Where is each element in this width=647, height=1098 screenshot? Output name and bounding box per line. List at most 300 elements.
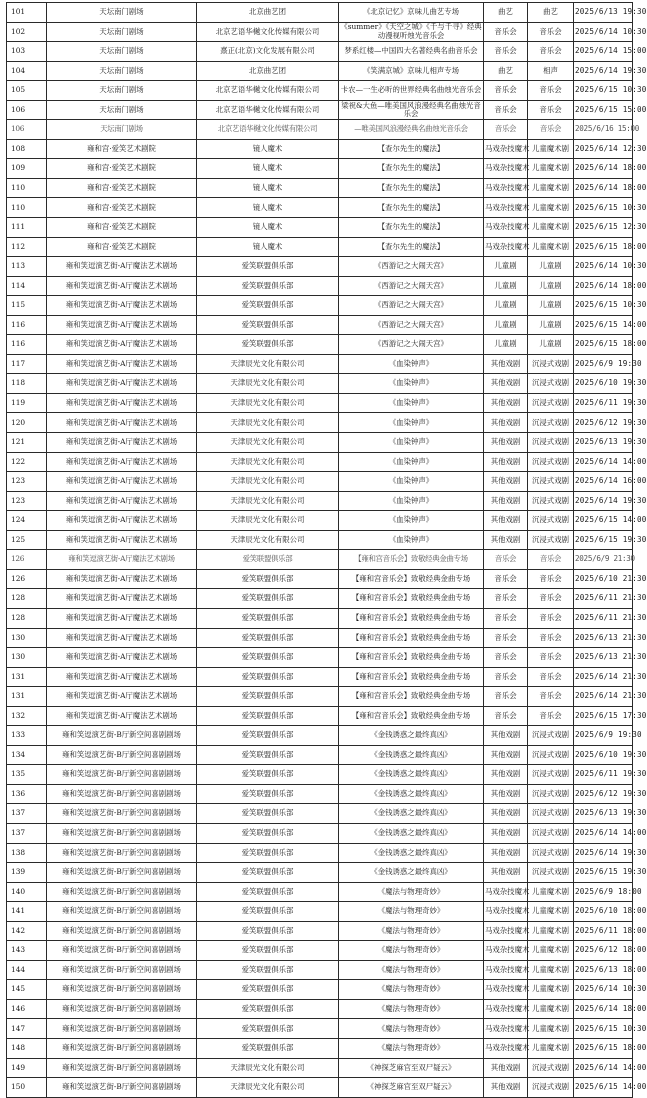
table-row xyxy=(7,218,633,238)
subcategory-cell: 音乐会 xyxy=(528,608,574,628)
venue-cell: 雍和笑逗演艺街-A厅魔法艺术剧场 xyxy=(47,608,197,628)
datetime-cell: 2025/6/9 19:30 xyxy=(574,354,633,374)
category-cell: 其他戏剧 xyxy=(484,354,528,374)
table-row xyxy=(7,159,633,179)
category-cell: 马戏杂技魔术 xyxy=(484,178,528,198)
datetime-cell: 2025/6/14 21:30 xyxy=(574,687,633,707)
datetime-cell: 2025/6/10 18:00 xyxy=(574,902,633,922)
organizer-cell: 爱笑联盟俱乐部 xyxy=(197,687,339,707)
table-row xyxy=(7,980,633,1000)
organizer-cell: 爱笑联盟俱乐部 xyxy=(197,902,339,922)
row-number: 141 xyxy=(7,902,47,922)
row-number: 142 xyxy=(7,921,47,941)
subcategory-cell: 儿童魔术剧 xyxy=(528,237,574,257)
category-cell: 马戏杂技魔术 xyxy=(484,1019,528,1039)
venue-cell: 雍和笑逗演艺街-A厅魔法艺术剧场 xyxy=(47,648,197,668)
table-row xyxy=(7,452,633,472)
datetime-cell: 2025/6/16 15:00 xyxy=(574,120,633,140)
category-cell: 音乐会 xyxy=(484,569,528,589)
table-row xyxy=(7,1019,633,1039)
title-cell: 【雍和宫音乐会】致敬经典金曲专场 xyxy=(339,706,484,726)
row-number: 135 xyxy=(7,765,47,785)
organizer-cell: 镜人魔术 xyxy=(197,178,339,198)
organizer-cell: 爱笑联盟俱乐部 xyxy=(197,608,339,628)
venue-cell: 雍和笑逗演艺街-B厅新空间喜剧剧场 xyxy=(47,804,197,824)
table-row xyxy=(7,941,633,961)
venue-cell: 雍和宫·爱笑艺术剧院 xyxy=(47,139,197,159)
datetime-cell: 2025/6/14 21:30 xyxy=(574,667,633,687)
title-cell: 《西游记之大闹天宫》 xyxy=(339,276,484,296)
row-number: 130 xyxy=(7,648,47,668)
row-number: 133 xyxy=(7,726,47,746)
subcategory-cell: 音乐会 xyxy=(528,628,574,648)
category-cell: 音乐会 xyxy=(484,608,528,628)
datetime-cell: 2025/6/10 19:30 xyxy=(574,374,633,394)
table-row xyxy=(7,765,633,785)
row-number: 132 xyxy=(7,706,47,726)
venue-cell: 雍和笑逗演艺街-B厅新空间喜剧剧场 xyxy=(47,843,197,863)
category-cell: 其他戏剧 xyxy=(484,1078,528,1098)
title-cell: 《金钱诱惑之最终真凶》 xyxy=(339,784,484,804)
table-row xyxy=(7,178,633,198)
table-row xyxy=(7,999,633,1019)
datetime-cell: 2025/6/14 10:30 xyxy=(574,980,633,1000)
table-row xyxy=(7,237,633,257)
category-cell: 其他戏剧 xyxy=(484,511,528,531)
table-row xyxy=(7,433,633,453)
table-row xyxy=(7,823,633,843)
category-cell: 其他戏剧 xyxy=(484,1058,528,1078)
title-cell: —唯美国风浪漫经典名曲烛光音乐会 xyxy=(339,120,484,140)
organizer-cell: 镜人魔术 xyxy=(197,139,339,159)
organizer-cell: 爱笑联盟俱乐部 xyxy=(197,882,339,902)
category-cell: 马戏杂技魔术 xyxy=(484,1038,528,1058)
venue-cell: 雍和宫·爱笑艺术剧院 xyxy=(47,218,197,238)
subcategory-cell: 音乐会 xyxy=(528,706,574,726)
table-row xyxy=(7,589,633,609)
row-number: 124 xyxy=(7,511,47,531)
category-cell: 音乐会 xyxy=(484,22,528,42)
table-row xyxy=(7,139,633,159)
title-cell: 《summer》《天空之城》《千与千寻》经典动漫视听烛光音乐会 xyxy=(340,22,482,40)
title-cell: 《神探芝麻官至双尸疑云》 xyxy=(339,1058,484,1078)
datetime-cell: 2025/6/13 19:30 xyxy=(574,804,633,824)
category-cell: 其他戏剧 xyxy=(484,393,528,413)
datetime-cell: 2025/6/9 21:30 xyxy=(574,550,633,570)
title-cell: 【查尔先生的魔法】 xyxy=(339,218,484,238)
category-cell: 儿童剧 xyxy=(484,296,528,316)
table-row xyxy=(7,1038,633,1058)
datetime-cell: 2025/6/14 19:30 xyxy=(574,61,633,81)
venue-cell: 雍和笑逗演艺街-A厅魔法艺术剧场 xyxy=(47,491,197,511)
venue-cell: 雍和笑逗演艺街-B厅新空间喜剧剧场 xyxy=(47,784,197,804)
venue-cell: 天坛南门剧场 xyxy=(47,61,197,81)
row-number: 120 xyxy=(7,413,47,433)
subcategory-cell: 沉浸式戏剧 xyxy=(528,765,574,785)
subcategory-cell: 儿童魔术剧 xyxy=(528,198,574,218)
title-cell: 《金钱诱惑之最终真凶》 xyxy=(339,726,484,746)
category-cell: 儿童剧 xyxy=(484,276,528,296)
subcategory-cell: 儿童魔术剧 xyxy=(528,218,574,238)
category-cell: 马戏杂技魔术 xyxy=(484,882,528,902)
category-cell: 马戏杂技魔术 xyxy=(484,941,528,961)
datetime-cell: 2025/6/14 14:00 xyxy=(574,452,633,472)
venue-cell: 雍和笑逗演艺街-B厅新空间喜剧剧场 xyxy=(47,1019,197,1039)
row-number: 138 xyxy=(7,843,47,863)
row-number: 139 xyxy=(7,863,47,883)
row-number: 123 xyxy=(7,472,47,492)
subcategory-cell: 儿童剧 xyxy=(528,315,574,335)
row-number: 128 xyxy=(7,589,47,609)
datetime-cell: 2025/6/12 19:30 xyxy=(574,784,633,804)
table-row xyxy=(7,921,633,941)
row-number: 116 xyxy=(7,335,47,355)
subcategory-cell: 沉浸式戏剧 xyxy=(528,863,574,883)
datetime-cell: 2025/6/14 19:30 xyxy=(574,843,633,863)
datetime-cell: 2025/6/14 14:00 xyxy=(574,823,633,843)
row-number: 113 xyxy=(7,257,47,277)
table-row xyxy=(7,42,633,62)
title-cell: 《西游记之大闹天宫》 xyxy=(339,296,484,316)
category-cell: 音乐会 xyxy=(484,81,528,101)
subcategory-cell: 儿童魔术剧 xyxy=(528,1019,574,1039)
organizer-cell: 爱笑联盟俱乐部 xyxy=(197,843,339,863)
title-cell: 《笑满京城》京味儿相声专场 xyxy=(339,61,484,81)
subcategory-cell: 音乐会 xyxy=(528,42,574,62)
datetime-cell: 2025/6/10 21:30 xyxy=(574,569,633,589)
datetime-cell: 2025/6/14 10:30 xyxy=(574,257,633,277)
organizer-cell: 爱笑联盟俱乐部 xyxy=(197,335,339,355)
organizer-cell: 爱笑联盟俱乐部 xyxy=(197,667,339,687)
organizer-cell: 镜人魔术 xyxy=(197,237,339,257)
venue-cell: 雍和笑逗演艺街-B厅新空间喜剧剧场 xyxy=(47,1058,197,1078)
venue-cell: 雍和笑逗演艺街-A厅魔法艺术剧场 xyxy=(47,706,197,726)
row-number: 130 xyxy=(7,628,47,648)
organizer-cell: 爱笑联盟俱乐部 xyxy=(197,804,339,824)
organizer-cell: 天津辰光文化有限公司 xyxy=(197,1078,339,1098)
title-cell: 《西游记之大闹天宫》 xyxy=(339,315,484,335)
datetime-cell: 2025/6/12 19:30 xyxy=(574,413,633,433)
table-row xyxy=(7,511,633,531)
title-cell: 《金钱诱惑之最终真凶》 xyxy=(339,843,484,863)
datetime-cell: 2025/6/15 14:00 xyxy=(574,1078,633,1098)
organizer-cell: 镜人魔术 xyxy=(197,159,339,179)
row-number: 126 xyxy=(7,569,47,589)
performance-schedule-table xyxy=(6,2,647,1098)
table-row xyxy=(7,882,633,902)
category-cell: 其他戏剧 xyxy=(484,765,528,785)
category-cell: 音乐会 xyxy=(484,589,528,609)
venue-cell: 雍和笑逗演艺街-A厅魔法艺术剧场 xyxy=(47,335,197,355)
organizer-cell: 爱笑联盟俱乐部 xyxy=(197,765,339,785)
subcategory-cell: 音乐会 xyxy=(528,589,574,609)
table-row xyxy=(7,706,633,726)
category-cell: 曲艺 xyxy=(484,3,528,23)
row-number: 104 xyxy=(7,61,47,81)
table-row xyxy=(7,296,633,316)
row-number: 144 xyxy=(7,960,47,980)
category-cell: 音乐会 xyxy=(484,42,528,62)
title-cell: 《魔法与物理奇妙》 xyxy=(339,980,484,1000)
venue-cell: 雍和宫·爱笑艺术剧院 xyxy=(47,198,197,218)
table-row xyxy=(7,530,633,550)
table-row xyxy=(7,491,633,511)
subcategory-cell: 沉浸式戏剧 xyxy=(528,1078,574,1098)
subcategory-cell: 音乐会 xyxy=(528,120,574,140)
category-cell: 马戏杂技魔术 xyxy=(484,960,528,980)
organizer-cell: 爱笑联盟俱乐部 xyxy=(197,1019,339,1039)
subcategory-cell: 音乐会 xyxy=(528,22,574,42)
subcategory-cell: 儿童魔术剧 xyxy=(528,139,574,159)
row-number: 148 xyxy=(7,1038,47,1058)
title-cell: 《血染钟声》 xyxy=(339,530,484,550)
table-row xyxy=(7,81,633,101)
datetime-cell: 2025/6/14 19:30 xyxy=(574,491,633,511)
row-number: 147 xyxy=(7,1019,47,1039)
row-number: 117 xyxy=(7,354,47,374)
subcategory-cell: 音乐会 xyxy=(528,100,574,120)
organizer-cell: 爱笑联盟俱乐部 xyxy=(197,648,339,668)
subcategory-cell: 儿童剧 xyxy=(528,296,574,316)
title-cell: 【雍和宫音乐会】致敬经典金曲专场 xyxy=(339,628,484,648)
subcategory-cell: 儿童魔术剧 xyxy=(528,159,574,179)
subcategory-cell: 儿童魔术剧 xyxy=(528,999,574,1019)
category-cell: 其他戏剧 xyxy=(484,452,528,472)
datetime-cell: 2025/6/14 18:00 xyxy=(574,276,633,296)
table-row xyxy=(7,393,633,413)
venue-cell: 雍和笑逗演艺街-A厅魔法艺术剧场 xyxy=(47,667,197,687)
subcategory-cell: 沉浸式戏剧 xyxy=(528,491,574,511)
subcategory-cell: 儿童魔术剧 xyxy=(528,1038,574,1058)
title-cell: 【查尔先生的魔法】 xyxy=(339,237,484,257)
datetime-cell: 2025/6/9 18:00 xyxy=(574,882,633,902)
title-cell: 【雍和宫音乐会】致敬经典金曲专场 xyxy=(339,569,484,589)
organizer-cell: 北京艺语华樾文化传媒有限公司 xyxy=(197,120,339,140)
subcategory-cell: 音乐会 xyxy=(528,569,574,589)
subcategory-cell: 沉浸式戏剧 xyxy=(528,784,574,804)
venue-cell: 雍和笑逗演艺街-B厅新空间喜剧剧场 xyxy=(47,999,197,1019)
table-row xyxy=(7,843,633,863)
row-number: 137 xyxy=(7,823,47,843)
venue-cell: 雍和宫·爱笑艺术剧院 xyxy=(47,237,197,257)
table-row xyxy=(7,960,633,980)
organizer-cell: 爱笑联盟俱乐部 xyxy=(197,257,339,277)
organizer-cell: 天津辰光文化有限公司 xyxy=(197,1058,339,1078)
venue-cell: 雍和宫·爱笑艺术剧院 xyxy=(47,178,197,198)
venue-cell: 雍和笑逗演艺街-B厅新空间喜剧剧场 xyxy=(47,726,197,746)
row-number: 140 xyxy=(7,882,47,902)
category-cell: 其他戏剧 xyxy=(484,491,528,511)
table-row xyxy=(7,276,633,296)
category-cell: 其他戏剧 xyxy=(484,374,528,394)
venue-cell: 雍和笑逗演艺街-B厅新空间喜剧剧场 xyxy=(47,863,197,883)
category-cell: 马戏杂技魔术 xyxy=(484,159,528,179)
category-cell: 儿童剧 xyxy=(484,315,528,335)
venue-cell: 雍和笑逗演艺街-A厅魔法艺术剧场 xyxy=(47,550,197,570)
venue-cell: 雍和笑逗演艺街-B厅新空间喜剧剧场 xyxy=(47,1038,197,1058)
title-cell: 《金钱诱惑之最终真凶》 xyxy=(339,863,484,883)
row-number: 111 xyxy=(7,218,47,238)
row-number: 118 xyxy=(7,374,47,394)
subcategory-cell: 儿童剧 xyxy=(528,257,574,277)
category-cell: 儿童剧 xyxy=(484,335,528,355)
row-number: 150 xyxy=(7,1078,47,1098)
title-cell: 《金钱诱惑之最终真凶》 xyxy=(339,823,484,843)
venue-cell: 雍和笑逗演艺街-A厅魔法艺术剧场 xyxy=(47,374,197,394)
organizer-cell: 北京曲艺团 xyxy=(197,3,339,23)
datetime-cell: 2025/6/15 19:30 xyxy=(574,530,633,550)
organizer-cell: 天津辰光文化有限公司 xyxy=(197,472,339,492)
organizer-cell: 天津辰光文化有限公司 xyxy=(197,354,339,374)
title-cell: 《魔法与物理奇妙》 xyxy=(339,882,484,902)
datetime-cell: 2025/6/15 10:30 xyxy=(574,296,633,316)
row-number: 121 xyxy=(7,433,47,453)
venue-cell: 雍和宫·爱笑艺术剧院 xyxy=(47,159,197,179)
organizer-cell: 爱笑联盟俱乐部 xyxy=(197,941,339,961)
datetime-cell: 2025/6/12 18:00 xyxy=(574,941,633,961)
table-row xyxy=(7,120,633,140)
table-row xyxy=(7,61,633,81)
organizer-cell: 爱笑联盟俱乐部 xyxy=(197,276,339,296)
row-number: 131 xyxy=(7,687,47,707)
organizer-cell: 天津辰光文化有限公司 xyxy=(197,452,339,472)
organizer-cell: 镜人魔术 xyxy=(197,218,339,238)
title-cell: 【雍和宫音乐会】致敬经典金曲专场 xyxy=(339,648,484,668)
organizer-cell: 北京曲艺团 xyxy=(197,61,339,81)
venue-cell: 雍和笑逗演艺街-B厅新空间喜剧剧场 xyxy=(47,921,197,941)
table-row xyxy=(7,726,633,746)
title-cell: 《魔法与物理奇妙》 xyxy=(339,999,484,1019)
title-cell: 《魔法与物理奇妙》 xyxy=(339,1019,484,1039)
title-cell: 《血染钟声》 xyxy=(339,511,484,531)
venue-cell: 雍和笑逗演艺街-B厅新空间喜剧剧场 xyxy=(47,902,197,922)
organizer-cell: 爱笑联盟俱乐部 xyxy=(197,589,339,609)
subcategory-cell: 音乐会 xyxy=(528,687,574,707)
title-cell: 【雍和宫音乐会】致敬经典金曲专场 xyxy=(339,667,484,687)
category-cell: 其他戏剧 xyxy=(484,745,528,765)
organizer-cell: 爱笑联盟俱乐部 xyxy=(197,315,339,335)
datetime-cell: 2025/6/11 18:00 xyxy=(574,921,633,941)
title-cell: 《魔法与物理奇妙》 xyxy=(339,1038,484,1058)
category-cell: 音乐会 xyxy=(484,687,528,707)
subcategory-cell: 沉浸式戏剧 xyxy=(528,472,574,492)
subcategory-cell: 沉浸式戏剧 xyxy=(528,823,574,843)
datetime-cell: 2025/6/13 19:30 xyxy=(574,433,633,453)
category-cell: 马戏杂技魔术 xyxy=(484,999,528,1019)
table-row xyxy=(7,413,633,433)
venue-cell: 雍和笑逗演艺街-B厅新空间喜剧剧场 xyxy=(47,882,197,902)
venue-cell: 雍和笑逗演艺街-B厅新空间喜剧剧场 xyxy=(47,765,197,785)
datetime-cell: 2025/6/15 14:00 xyxy=(574,315,633,335)
table-row xyxy=(7,22,633,42)
organizer-cell: 天津辰光文化有限公司 xyxy=(197,413,339,433)
subcategory-cell: 沉浸式戏剧 xyxy=(528,452,574,472)
venue-cell: 雍和笑逗演艺街-B厅新空间喜剧剧场 xyxy=(47,960,197,980)
title-cell: 《北京记忆》京味儿曲艺专场 xyxy=(339,3,484,23)
venue-cell: 雍和笑逗演艺街-A厅魔法艺术剧场 xyxy=(47,257,197,277)
datetime-cell: 2025/6/9 19:30 xyxy=(574,726,633,746)
organizer-cell: 天津辰光文化有限公司 xyxy=(197,433,339,453)
row-number: 123 xyxy=(7,491,47,511)
category-cell: 其他戏剧 xyxy=(484,843,528,863)
subcategory-cell: 儿童魔术剧 xyxy=(528,960,574,980)
category-cell: 曲艺 xyxy=(484,61,528,81)
organizer-cell: 爱笑联盟俱乐部 xyxy=(197,823,339,843)
organizer-cell: 爱笑联盟俱乐部 xyxy=(197,980,339,1000)
subcategory-cell: 音乐会 xyxy=(528,648,574,668)
row-number: 136 xyxy=(7,784,47,804)
venue-cell: 雍和笑逗演艺街-A厅魔法艺术剧场 xyxy=(47,569,197,589)
venue-cell: 雍和笑逗演艺街-A厅魔法艺术剧场 xyxy=(47,413,197,433)
organizer-cell: 北京艺语华樾文化传媒有限公司 xyxy=(197,22,339,42)
table-row xyxy=(7,100,633,120)
subcategory-cell: 儿童魔术剧 xyxy=(528,941,574,961)
category-cell: 儿童剧 xyxy=(484,257,528,277)
title-cell: 【查尔先生的魔法】 xyxy=(339,159,484,179)
row-number: 125 xyxy=(7,530,47,550)
title-cell: 《西游记之大闹天宫》 xyxy=(339,257,484,277)
datetime-cell: 2025/6/13 21:30 xyxy=(574,648,633,668)
venue-cell: 天坛南门剧场 xyxy=(47,42,197,62)
category-cell: 音乐会 xyxy=(484,120,528,140)
title-cell: 《魔法与物理奇妙》 xyxy=(339,921,484,941)
venue-cell: 天坛南门剧场 xyxy=(47,100,197,120)
subcategory-cell: 沉浸式戏剧 xyxy=(528,393,574,413)
title-cell: 《魔法与物理奇妙》 xyxy=(339,902,484,922)
table-row xyxy=(7,257,633,277)
title-cell: 《神探芝麻官至双尸疑云》 xyxy=(339,1078,484,1098)
venue-cell: 雍和笑逗演艺街-A厅魔法艺术剧场 xyxy=(47,530,197,550)
venue-cell: 雍和笑逗演艺街-B厅新空间喜剧剧场 xyxy=(47,1078,197,1098)
category-cell: 音乐会 xyxy=(484,100,528,120)
category-cell: 马戏杂技魔术 xyxy=(484,902,528,922)
table-row xyxy=(7,1078,633,1098)
datetime-cell: 2025/6/15 14:00 xyxy=(574,511,633,531)
row-number: 110 xyxy=(7,198,47,218)
category-cell: 其他戏剧 xyxy=(484,433,528,453)
title-cell: 《血染钟声》 xyxy=(339,452,484,472)
venue-cell: 雍和笑逗演艺街-A厅魔法艺术剧场 xyxy=(47,393,197,413)
datetime-cell: 2025/6/13 21:30 xyxy=(574,628,633,648)
table-row xyxy=(7,628,633,648)
category-cell: 其他戏剧 xyxy=(484,823,528,843)
category-cell: 其他戏剧 xyxy=(484,472,528,492)
venue-cell: 雍和笑逗演艺街-B厅新空间喜剧剧场 xyxy=(47,980,197,1000)
row-number: 126 xyxy=(7,550,47,570)
organizer-cell: 爱笑联盟俱乐部 xyxy=(197,999,339,1019)
table-row xyxy=(7,902,633,922)
venue-cell: 雍和笑逗演艺街-A厅魔法艺术剧场 xyxy=(47,452,197,472)
category-cell: 音乐会 xyxy=(484,628,528,648)
title-cell: 《魔法与物理奇妙》 xyxy=(339,960,484,980)
category-cell: 其他戏剧 xyxy=(484,413,528,433)
category-cell: 音乐会 xyxy=(484,648,528,668)
subcategory-cell: 儿童剧 xyxy=(528,335,574,355)
row-number: 134 xyxy=(7,745,47,765)
title-cell: 《血染钟声》 xyxy=(339,433,484,453)
subcategory-cell: 相声 xyxy=(528,61,574,81)
title-cell: 《血染钟声》 xyxy=(339,354,484,374)
datetime-cell: 2025/6/14 18:00 xyxy=(574,178,633,198)
datetime-cell: 2025/6/15 10:30 xyxy=(574,1019,633,1039)
venue-cell: 雍和笑逗演艺街-A厅魔法艺术剧场 xyxy=(47,276,197,296)
subcategory-cell: 沉浸式戏剧 xyxy=(528,354,574,374)
venue-cell: 雍和笑逗演艺街-A厅魔法艺术剧场 xyxy=(47,472,197,492)
table-row xyxy=(7,198,633,218)
row-number: 114 xyxy=(7,276,47,296)
row-number: 131 xyxy=(7,667,47,687)
title-cell: 《血染钟声》 xyxy=(339,472,484,492)
